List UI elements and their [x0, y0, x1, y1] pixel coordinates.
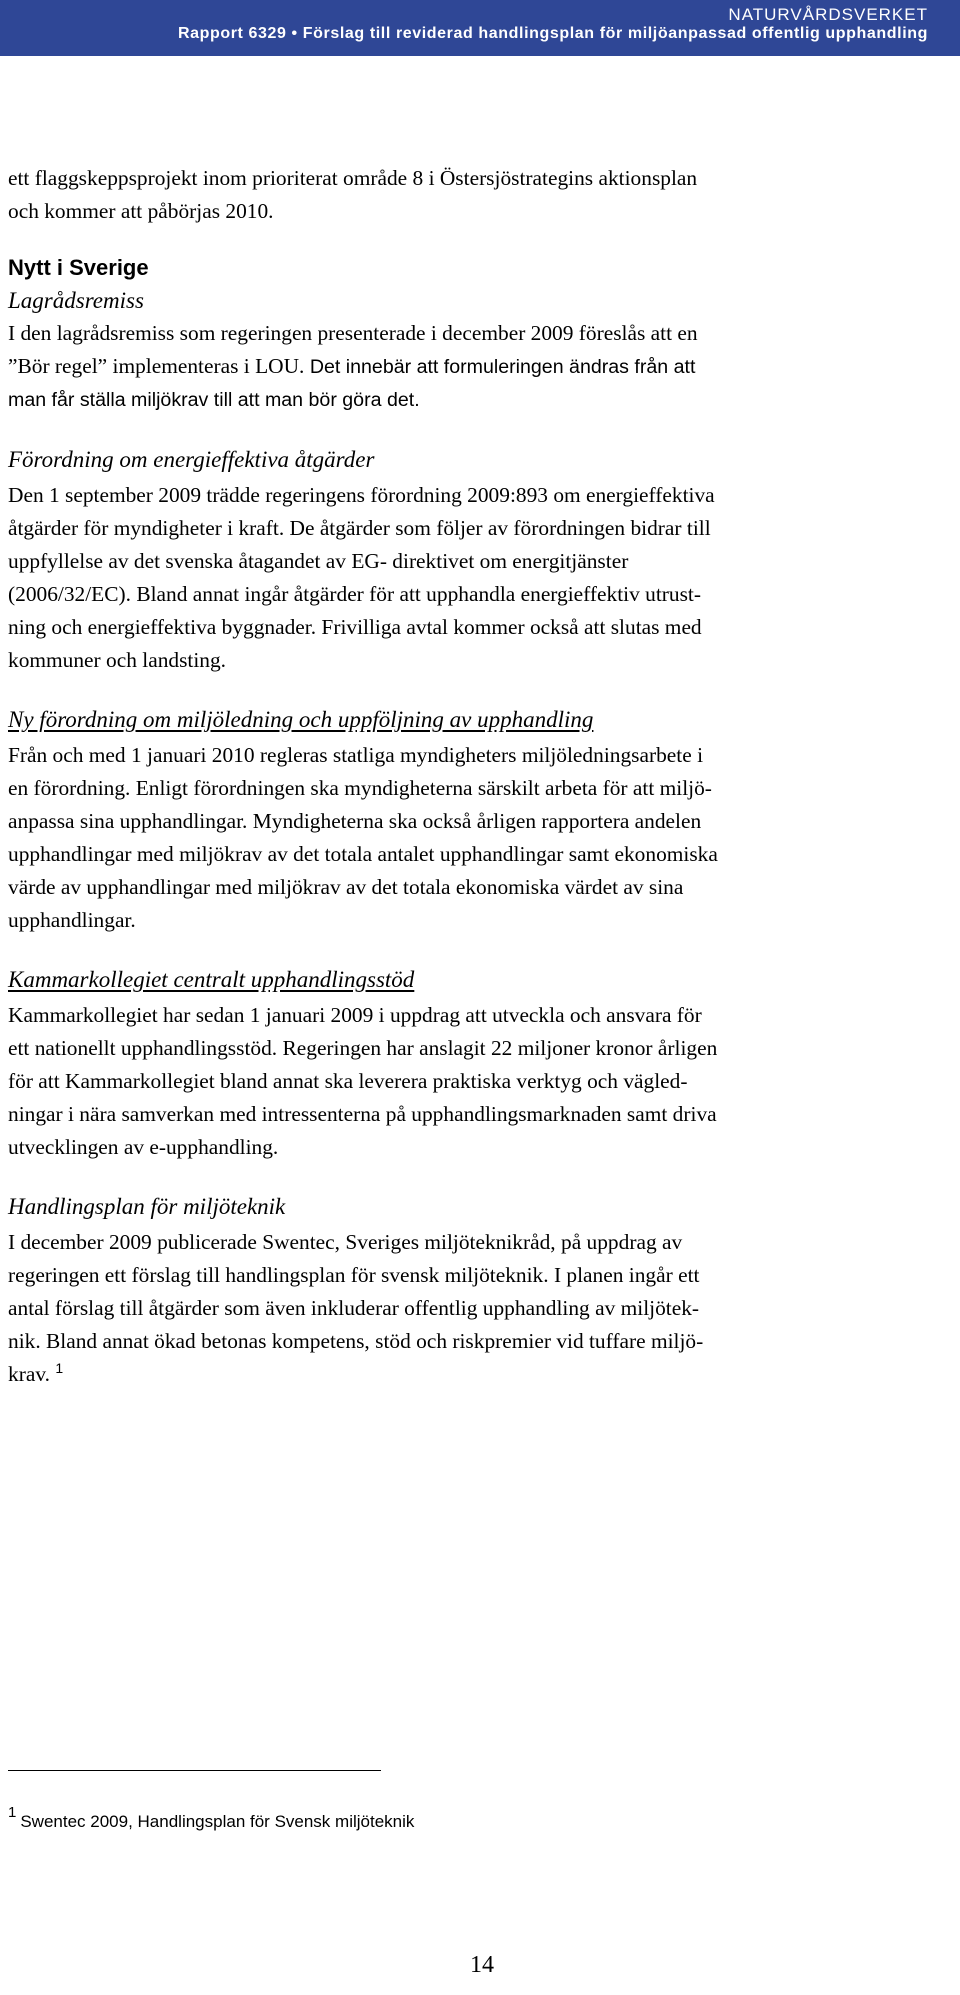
text-line: värde av upphandlingar med miljökrav av det totala ekonomiska värdet av sina [8, 875, 684, 899]
heading-lagradsremiss: Lagrådsremiss [8, 288, 144, 313]
agency-name: NATURVÅRDSVERKET [728, 5, 928, 24]
text-line: man får ställa miljökrav till att man bör göra det. [8, 389, 420, 411]
text-line: anpassa sina upphandlingar. Myndigheterna ska också årligen rapportera andelen [8, 809, 702, 833]
text-line [8, 1358, 955, 1391]
footnote [8, 1804, 415, 1835]
text-line: I december 2009 publicerade Swentec, Sveriges miljöteknikråd, på uppdrag av [8, 1230, 683, 1254]
report-title: Rapport 6329 • Förslag till reviderad handlingsplan för miljöanpassad offentlig upphandling [177, 25, 928, 42]
text-line: antal förslag till åtgärder som även inkluderar offentlig upphandling av miljötek- [8, 1296, 700, 1320]
text-fragment: krav. [8, 1362, 50, 1386]
text-line: för att Kammarkollegiet bland annat ska leverera praktiska verktyg och vägled- [8, 1069, 688, 1093]
text-line: en förordning. Enligt förordningen ska myndigheterna särskilt arbeta för att miljö- [8, 776, 712, 800]
text-line: kommuner och landsting. [8, 648, 227, 672]
forordning-energi-paragraph [0, 479, 955, 677]
text-line: regeringen ett förslag till handlingsplan för svensk miljöteknik. I planen ingår ett [8, 1263, 700, 1287]
header-bar [0, 0, 960, 56]
text-line: (2006/32/EC). Bland annat ingår åtgärder för att upphandla energieffektiv utrust- [8, 582, 702, 606]
text-line: åtgärder för myndigheter i kraft. De åtgärder som följer av förordningen bidrar till [8, 516, 711, 540]
text-line: ning och energieffektiva byggnader. Frivilliga avtal kommer också att slutas med [8, 615, 702, 639]
text-line: uppfyllelse av det svenska åtagandet av EG- direktivet om energitjänster [8, 549, 629, 573]
kammarkollegiet-paragraph [0, 999, 955, 1164]
text-line: Den 1 september 2009 trädde regeringens förordning 2009:893 om energieffektiva [8, 483, 715, 507]
text-line: Kammarkollegiet har sedan 1 januari 2009 i uppdrag att utveckla och ansvara för [8, 1003, 702, 1027]
intro-paragraph [0, 162, 955, 228]
text-line: upphandlingar. [8, 908, 136, 932]
text-line: upphandlingar med miljökrav av det totala antalet upphandlingar samt ekonomiska [8, 842, 718, 866]
heading-kammarkollegiet: Kammarkollegiet centralt upphandlingsstöd [8, 967, 415, 992]
text-line: I den lagrådsremiss som regeringen presenterade i december 2009 föreslås att en [8, 321, 698, 345]
text-line: och kommer att påbörjas 2010. [8, 199, 274, 223]
text-line: nik. Bland annat ökad betonas kompetens, stöd och riskpremier vid tuffare miljö- [8, 1329, 704, 1353]
text-line: ningar i nära samverkan med intressenterna på upphandlingsmarknaden samt driva [8, 1102, 717, 1126]
handlingsplan-paragraph [0, 1226, 955, 1391]
ny-forordning-paragraph [0, 739, 955, 937]
text-line: Från och med 1 januari 2010 regleras statliga myndigheters miljöledningsarbete i [8, 743, 704, 767]
lagradsremiss-paragraph [0, 317, 955, 417]
footnote-divider [8, 1770, 381, 1771]
text-line: ett nationellt upphandlingsstöd. Regeringen har anslagit 22 miljoner kronor årligen [8, 1036, 718, 1060]
heading-handlingsplan-miljoteknik: Handlingsplan för miljöteknik [8, 1194, 286, 1219]
page-number: 14 [470, 1952, 494, 1978]
text-fragment: Det innebär att formuleringen ändras från att [304, 356, 696, 378]
section-heading-nytt-i-sverige: Nytt i Sverige [8, 255, 149, 280]
footnote-reference[interactable]: 1 [55, 1360, 64, 1376]
text-fragment: ”Bör regel” implementeras i LOU. [8, 354, 305, 378]
heading-ny-forordning: Ny förordning om miljöledning och uppföljning av upphandling [8, 707, 594, 732]
text-line [8, 350, 955, 384]
footnote-number: 1 [8, 1804, 17, 1821]
text-line: utvecklingen av e-upphandling. [8, 1135, 279, 1159]
document-body [0, 162, 955, 1391]
footnote-text: Swentec 2009, Handlingsplan för Svensk miljöteknik [20, 1812, 415, 1831]
text-line: ett flaggskeppsprojekt inom prioriterat område 8 i Östersjöstrategins aktionsplan [8, 166, 698, 190]
heading-forordning-energieffektiva: Förordning om energieffektiva åtgärder [8, 447, 375, 472]
